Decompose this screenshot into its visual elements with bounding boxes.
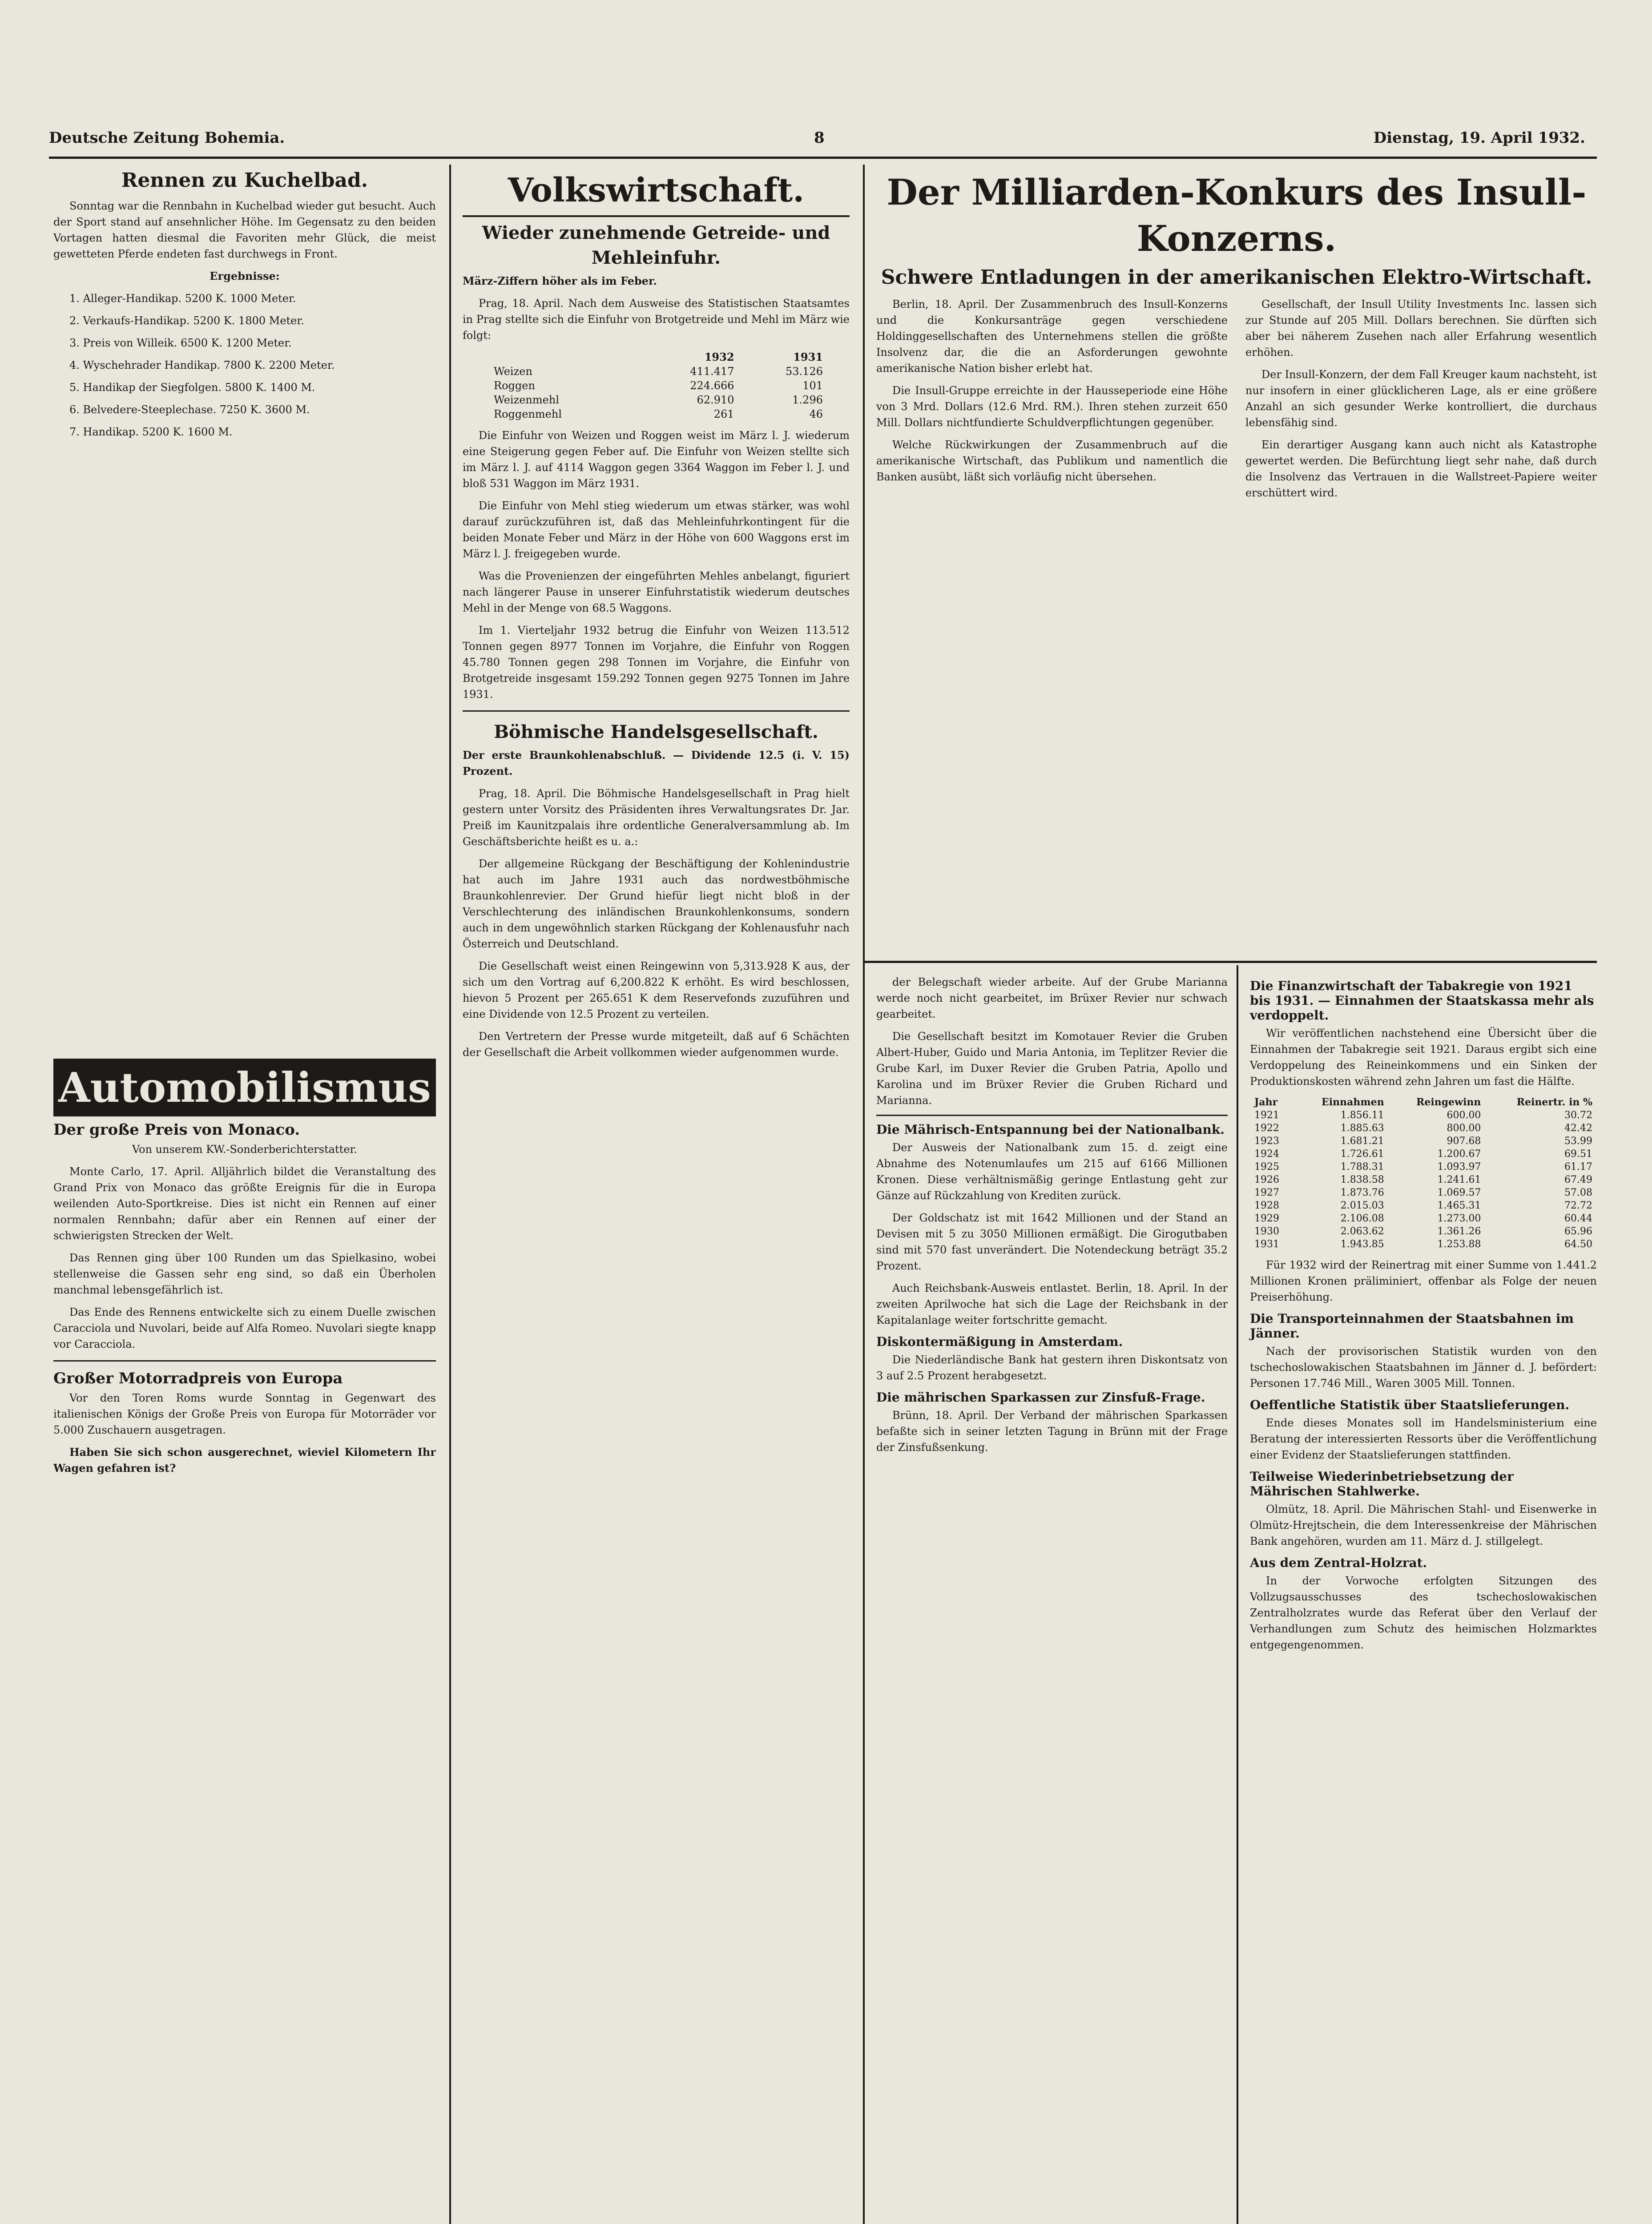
table-cell: 1.788.31 — [1340, 1161, 1384, 1172]
table-header: Jahr — [1254, 1096, 1278, 1108]
table-cell: 65.96 — [1564, 1226, 1592, 1237]
table-header — [489, 350, 637, 364]
bank-paragraph: Die Gesellschaft weist einen Reingewinn von 5,313.928 K aus, der sich um den Vortrag auf 6,200.822 K erhöht. Es wird beschlossen, hievon 5 Prozent per 265.651 K dem Reservefonds zuzuführen und eine Dividende von 12.5 Prozent zu verteilen. — [463, 960, 850, 1020]
stahlwerk-title: Teilweise Wiederinbetriebsetzung der Mährischen Stahlwerke. — [1250, 1469, 1514, 1499]
table-cell: 1.465.31 — [1437, 1200, 1481, 1211]
transport-title: Die Transporteinnahmen der Staatsbahnen im Jänner. — [1250, 1311, 1574, 1341]
masthead-name: Deutsche Zeitung Bohemia. — [49, 129, 285, 147]
table-cell: 1923 — [1254, 1136, 1279, 1147]
tabak-title: Die Finanzwirtschaft der Tabakregie von 1921 bis 1931. — Einnahmen der Staatskassa mehr als verdoppelt. — [1250, 979, 1594, 1023]
table-cell: 907.68 — [1447, 1136, 1481, 1147]
table-cell: 1.093.97 — [1437, 1161, 1481, 1172]
motorrad-paragraph: Vor den Toren Roms wurde Sonntag in Gegenwart des italienischen Königs der Große Preis von Europa für Motorräder vor 5.000 Zuschauern ausgetragen. — [53, 1392, 436, 1436]
table-cell: 1926 — [1254, 1174, 1279, 1185]
header-rule — [49, 157, 1597, 159]
table-cell: 64.50 — [1564, 1239, 1592, 1250]
nationalbank-paragraph: Der Ausweis der Nationalbank zum 15. d. zeigt eine Abnahme des Notenumlaufes um 215 auf 6166 Millionen Kronen. Diese verhältnismäßig geringe Entlastung geht zur Gänze auf Rückzahlung von Krediten zurück. — [876, 1141, 1228, 1202]
sport-paragraph: Sonntag war die Rennbahn in Kuchelbad wieder gut besucht. Auch der Sport stand auf ansehnlicher Höhe. Im Gegensatz zu den beiden Vortagen hatten diesmal die Favoriten mehr Glück, die meist gewetteten Pferde endeten fast durchwegs in Front. — [53, 200, 436, 260]
table-cell: 1.296 — [792, 394, 823, 406]
belegschaft-paragraph: Die Gesellschaft besitzt im Komotauer Revier die Gruben Albert-Huber, Guido und Maria Antonia, im Teplitzer Revier die Grube Karl, im Duxer Revier die Gruben Patria, Apollo und Karolina und im Brüxer Revier die Gruben Richard und Marianna. — [876, 1030, 1228, 1107]
nationalbank-title: Die Mährisch-Entspannung bei der Nationalbank. — [876, 1122, 1225, 1137]
reichsbank-paragraph: Auch Reichsbank-Ausweis entlastet. Berlin, 18. April. In der zweiten Aprilwoche hat sich die Lage der Reichsbank in der Kapitalanlage weiter fortschritte gemacht. — [876, 1282, 1228, 1326]
grain-paragraph: Was die Provenienzen der eingeführten Mehles anbelangt, figuriert nach längerer Pause in unserer Einfuhrstatistik wiederum deutsches Mehl in der Menge von 68.5 Waggons. — [463, 570, 850, 614]
table-row — [489, 364, 827, 379]
grain-intro: Prag, 18. April. Nach dem Ausweise des Statistischen Staatsamtes in Prag stellte sich die Einfuhr von Brotgetreide und Mehl im März wie folgt: — [463, 297, 850, 342]
table-cell: 60.44 — [1564, 1213, 1592, 1224]
monaco-paragraph: Das Rennen ging über 100 Runden um das Spielkasino, wobei stellenweise die Gassen sehr eng sind, so daß ein Überholen manchmal lebensgefährlich ist. — [53, 1252, 436, 1296]
insull-article — [876, 169, 1597, 507]
table-cell: 1.361.26 — [1437, 1226, 1481, 1237]
table-header: 1932 — [704, 351, 734, 363]
table-cell: 46 — [809, 408, 823, 420]
tabak-paragraph: Für 1932 wird der Reinertrag mit einer Summe von 1.441.2 Millionen Kronen präliminiert, offenbar als Folge der neuen Preiserhöhung. — [1250, 1259, 1597, 1303]
table-cell: 1.838.58 — [1340, 1174, 1384, 1185]
table-cell: 1921 — [1254, 1110, 1279, 1121]
monaco-paragraph: Monte Carlo, 17. April. Alljährlich bildet die Veranstaltung des Grand Prix von Monaco das größte Ereignis für die in Europa weilenden Auto-Sportkreise. Dies ist nicht ein Rennen auf einer normalen Rennbahn; dafür aber ein Rennen auf einer der schwierigsten Strecken der Welt. — [53, 1165, 436, 1242]
insull-bottom-rule — [865, 961, 1597, 963]
table-cell: 1928 — [1254, 1200, 1279, 1211]
nationalbank-paragraph: Der Goldschatz ist mit 1642 Millionen und der Stand an Devisen mit 5 zu 3050 Millionen ermäßigt. Die Girogutbaben sind mit 570 fast unverändert. Die Notendeckung beträgt 35.2 Prozent. — [876, 1212, 1228, 1272]
table-row — [1250, 1173, 1597, 1186]
holzrat-paragraph: In der Vorwoche erfolgten Sitzungen des Vollzugsausschusses des tschechoslowakischen Zentralholzrates wurde das Referat über den Verlauf der Verhandlungen zum Schutz des heimischen Holzmarktes entgegengenommen. — [1250, 1575, 1597, 1651]
motorrad-paragraph: Haben Sie sich schon ausgerechnet, wieviel Kilometern Ihr Wagen gefahren ist? — [53, 1446, 436, 1475]
statistik-title: Oeffentliche Statistik über Staatslieferungen. — [1250, 1398, 1570, 1412]
sport-column — [53, 169, 436, 446]
economy-column — [463, 169, 850, 1067]
insull-right-column — [1245, 296, 1597, 507]
belegschaft-paragraph: der Belegschaft wieder arbeite. Auf der Grube Marianna werde noch nicht gearbeitet, im Brüxer Revier nur schwach gearbeitet. — [876, 976, 1228, 1020]
table-row — [1250, 1148, 1597, 1160]
table-cell: 1.681.21 — [1340, 1136, 1384, 1147]
monaco-byline: Von unserem KW.-Sonderberichterstatter. — [132, 1143, 357, 1156]
amsterdam-title: Diskontermäßigung in Amsterdam. — [876, 1334, 1123, 1349]
table-row — [1250, 1122, 1597, 1135]
table-cell: 1924 — [1254, 1148, 1279, 1160]
table-cell: 53.99 — [1564, 1136, 1592, 1147]
column-rule-1 — [449, 165, 451, 2224]
economy-section-title: Volkswirtschaft. — [508, 171, 805, 210]
table-cell: 101 — [802, 379, 823, 392]
table-cell: 62.910 — [697, 394, 734, 406]
column-rule-2 — [863, 165, 865, 2224]
table-cell: 2.063.62 — [1340, 1226, 1384, 1237]
table-row — [1250, 1199, 1597, 1212]
grain-article-title: Wieder zunehmende Getreide- und Mehleinfuhr. — [482, 222, 830, 268]
insull-paragraph: Berlin, 18. April. Der Zusammenbruch des Insull-Konzerns und die Konkursanträge gegen verschiedene Holdinggesellschaften des Unternehmens stellen die größte Insolvenz dar, die die an Asforderungen gewohnte amerikanische Nation bisher erlebt hat. — [876, 298, 1228, 375]
insull-left-column — [876, 296, 1228, 507]
section-rule — [463, 215, 850, 217]
table-cell: 1927 — [1254, 1187, 1279, 1198]
monaco-paragraph: Das Ende des Rennens entwickelte sich zu einem Duelle zwischen Caracciola und Nuvolari, beide auf Alfa Romeo. Nuvolari siegte knapp vor Caracciola. — [53, 1306, 436, 1350]
table-cell: 411.417 — [690, 365, 734, 378]
table-cell: 57.08 — [1564, 1187, 1592, 1198]
table-row — [1250, 1225, 1597, 1238]
table-header: Reinertr. in % — [1516, 1096, 1592, 1108]
grain-paragraph: Die Einfuhr von Weizen und Roggen weist im März l. J. wiederum eine Steigerung gegen Feber auf. Die Einfuhr von Weizen stellte sich im März l. J. auf 4114 Waggon gegen 3364 Waggon im Feber l. J. und bloß 531 Waggon im März 1931. — [463, 429, 850, 490]
insull-paragraph: Gesellschaft, der Insull Utility Investments Inc. lassen sich zur Stunde auf 205 Mill. Dollars berechnen. Sie dürften sich aber bei näherem Zusehen nach aller Erfahrung wesentlich erhöhen. — [1245, 298, 1597, 359]
sparkasse-paragraph: Brünn, 18. April. Der Verband der mährischen Sparkassen befaßte sich in seiner letzten Tagung in Brünn mit der Frage der Zinsfußsenkung. — [876, 1409, 1228, 1454]
table-cell: 1925 — [1254, 1161, 1279, 1172]
race-result: 4. Wyschehrader Handikap. 7800 K. 2200 Meter. — [69, 359, 335, 371]
table-cell: 69.51 — [1564, 1148, 1592, 1160]
grain-article-subtitle: März-Ziffern höher als im Feber. — [463, 274, 657, 287]
table-cell: 42.42 — [1564, 1123, 1592, 1134]
table-header-row — [489, 350, 827, 364]
table-cell: 1922 — [1254, 1123, 1279, 1134]
holzrat-title: Aus dem Zentral-Holzrat. — [1250, 1555, 1427, 1570]
section-rule — [53, 1360, 436, 1362]
race-result: 7. Handikap. 5200 K. 1600 M. — [69, 426, 233, 438]
insull-paragraph: Die Insull-Gruppe erreichte in der Hausseperiode eine Höhe von 3 Mrd. Dollars (12.6 Mrd. RM.). Ihren stehen zurzeit 650 Mill. Dollars nichtfundierte Schuldverpflichtungen gegenüber. — [876, 384, 1228, 429]
sport-title: Rennen zu Kuchelbad. — [121, 169, 368, 192]
table-cell: 72.72 — [1564, 1200, 1592, 1211]
automobilismus-section — [53, 1059, 436, 1483]
tabak-table — [1250, 1096, 1597, 1251]
bank-paragraph: Prag, 18. April. Die Böhmische Handelsgesellschaft in Prag hielt gestern unter Vorsitz des Präsidenten ihres Verwaltungsrates Dr. Jar. Preiß im Kaunitzpalais ihre ordentliche Generalversammlung ab. Im Geschäftsberichte heißt es u. a.: — [463, 787, 850, 848]
section-rule — [876, 1115, 1228, 1116]
table-header: 1931 — [793, 351, 823, 363]
table-cell: 2.015.03 — [1340, 1200, 1384, 1211]
bank-paragraph: Den Vertretern der Presse wurde mitgeteilt, daß auf 6 Schächten der Gesellschaft die Arbeit vollkommen wieder aufgenommen wurde. — [463, 1030, 850, 1059]
state-finance-column — [1250, 974, 1597, 1659]
tabak-table-body — [1250, 1109, 1597, 1251]
table-cell: 261 — [713, 408, 734, 420]
table-cell: Weizenmehl — [494, 394, 559, 406]
insull-subtitle: Schwere Entladungen in der amerikanischen Elektro-Wirtschaft. — [881, 266, 1592, 289]
table-cell: 1.726.61 — [1340, 1148, 1384, 1160]
table-cell: 1.856.11 — [1340, 1110, 1384, 1121]
grain-import-table — [489, 350, 827, 421]
insull-title: Der Milliarden-Konkurs des Insull-Konzerns. — [886, 171, 1587, 259]
table-cell: 1930 — [1254, 1226, 1279, 1237]
table-cell: 1.943.85 — [1340, 1239, 1384, 1250]
table-row — [1250, 1186, 1597, 1199]
table-row — [489, 379, 827, 393]
running-header — [0, 129, 1652, 156]
table-header: Einnahmen — [1322, 1096, 1384, 1108]
race-result: 3. Preis von Willeik. 6500 K. 1200 Meter. — [69, 337, 292, 349]
table-cell: 1.273.00 — [1437, 1213, 1481, 1224]
grain-paragraph: Die Einfuhr von Mehl stieg wiederum um etwas stärker, was wohl darauf zurückzuführen ist, daß das Mehleinfuhrkontingent für die beiden Monate Feber und März in der Höhe von 600 Waggons erst im März l. J. freigegeben wurde. — [463, 500, 850, 560]
table-cell: 224.666 — [690, 379, 734, 392]
insull-paragraph: Der Insull-Konzern, der dem Fall Kreuger kaum nachsteht, ist nur insofern in einer glücklicheren Lage, als er eine größere Anzahl an sich gesunder Werke kontrolliert, die durchaus lebensfähig sind. — [1245, 368, 1597, 429]
table-cell: Roggenmehl — [494, 408, 562, 420]
bank-article-subtitle: Der erste Braunkohlenabschluß. — Dividende 12.5 (i. V. 15) Prozent. — [463, 749, 850, 778]
table-cell: 800.00 — [1447, 1123, 1481, 1134]
table-cell: 53.126 — [786, 365, 823, 378]
table-header: Reingewinn — [1416, 1096, 1481, 1108]
table-row — [1250, 1109, 1597, 1122]
race-result: 6. Belvedere-Steeplechase. 7250 K. 3600 M. — [69, 403, 310, 416]
table-cell: 2.106.08 — [1340, 1213, 1384, 1224]
monaco-title: Der große Preis von Monaco. — [53, 1121, 300, 1139]
bank-paragraph: Der allgemeine Rückgang der Beschäftigung der Kohlenindustrie hat auch im Jahre 1931 auch das nordwestböhmische Braunkohlenrevier. Der Grund hiefür liegt nicht bloß in der Verschlechterung des inländischen Braunkohlenkonsums, sondern auch in dem ungewöhnlich starken Rückgang der Kohlenausfuhr nach Österreich und Deutschland. — [463, 858, 850, 950]
race-result: 2. Verkaufs-Handikap. 5200 K. 1800 Meter. — [69, 314, 304, 327]
motorrad-title: Großer Motorradpreis von Europa — [53, 1370, 343, 1387]
table-cell: 1.241.61 — [1437, 1174, 1481, 1185]
table-cell: 1.253.88 — [1437, 1239, 1481, 1250]
race-result: 1. Alleger-Handikap. 5200 K. 1000 Meter. — [69, 292, 296, 305]
insull-paragraph: Welche Rückwirkungen der Zusammenbruch auf die amerikanische Wirtschaft, das Publikum und namentlich die Banken ausübt, läßt sich vorläufig nicht übersehen. — [876, 439, 1228, 483]
results-heading: Ergebnisse: — [210, 270, 280, 282]
table-cell: 1.069.57 — [1437, 1187, 1481, 1198]
table-row — [1250, 1238, 1597, 1251]
table-cell: 61.17 — [1564, 1161, 1592, 1172]
section-rule — [463, 710, 850, 712]
table-row — [489, 407, 827, 421]
automobilismus-banner: Automobilismus — [53, 1059, 436, 1116]
table-row — [489, 393, 827, 407]
statistik-paragraph: Ende dieses Monates soll im Handelsministerium eine Beratung der interessierten Ressorts über die Veröffentlichung einer Evidenz der Staatslieferungen stattfinden. — [1250, 1417, 1597, 1461]
table-cell: 1.200.67 — [1437, 1148, 1481, 1160]
table-cell: 30.72 — [1564, 1110, 1592, 1121]
grain-paragraph: Im 1. Vierteljahr 1932 betrug die Einfuhr von Weizen 113.512 Tonnen gegen 8977 Tonnen im Vorjahre, die Einfuhr von Roggen 45.780 Tonnen gegen 298 Tonnen im Vorjahre, die Einfuhr von Brotgetreide insgesamt 159.292 Tonnen gegen 9275 Tonnen im Jahre 1931. — [463, 624, 850, 701]
finance-news-column — [876, 974, 1228, 1462]
table-cell: 1.873.76 — [1340, 1187, 1384, 1198]
table-cell: 600.00 — [1447, 1110, 1481, 1121]
race-result: 5. Handikap der Siegfolgen. 5800 K. 1400 M. — [69, 381, 315, 394]
page-number: 8 — [814, 129, 825, 147]
table-cell: 1.885.63 — [1340, 1123, 1384, 1134]
tabak-intro: Wir veröffentlichen nachstehend eine Übersicht über die Einnahmen der Tabakregie seit 1921. Daraus ergibt sich eine Verdoppelung des Reineinkommens und ein Sinken der Produktionskosten während zehn Jahren um fast die Hälfte. — [1250, 1027, 1597, 1088]
table-row — [1250, 1212, 1597, 1225]
insull-body-columns — [876, 296, 1597, 507]
insull-paragraph: Ein derartiger Ausgang kann auch nicht als Katastrophe gewertet werden. Die Befürchtung liegt sehr nahe, daß durch die Insolvenz das Vertrauen in die Wallstreet-Papiere weiter erschüttert wird. — [1245, 439, 1597, 499]
transport-paragraph: Nach der provisorischen Statistik wurden von den tschechoslowakischen Staatsbahnen im Jänner d. J. befördert: Personen 17.746 Mill., Waren 3005 Mill. Tonnen. — [1250, 1345, 1597, 1390]
table-cell: 67.49 — [1564, 1174, 1592, 1185]
stahlwerk-paragraph: Olmütz, 18. April. Die Mährischen Stahl- und Eisenwerke in Olmütz-Hrejtschein, die dem Interessenkreise der Mährischen Bank angehören, wurden am 11. März d. J. stillgelegt. — [1250, 1503, 1597, 1547]
table-cell: 1929 — [1254, 1213, 1279, 1224]
table-row — [1250, 1135, 1597, 1148]
table-cell: Roggen — [494, 379, 535, 392]
issue-date: Dienstag, 19. April 1932. — [1373, 129, 1585, 147]
table-header-row — [1250, 1096, 1597, 1109]
amsterdam-paragraph: Die Niederländische Bank hat gestern ihren Diskontsatz von 3 auf 2.5 Prozent herabgesetzt. — [876, 1354, 1228, 1382]
sparkasse-title: Die mährischen Sparkassen zur Zinsfuß-Frage. — [876, 1390, 1205, 1405]
table-cell: Weizen — [494, 365, 532, 378]
table-cell: 1931 — [1254, 1239, 1279, 1250]
bank-article-title: Böhmische Handelsgesellschaft. — [494, 721, 818, 742]
column-rule-3 — [1237, 965, 1238, 2224]
table-row — [1250, 1160, 1597, 1173]
